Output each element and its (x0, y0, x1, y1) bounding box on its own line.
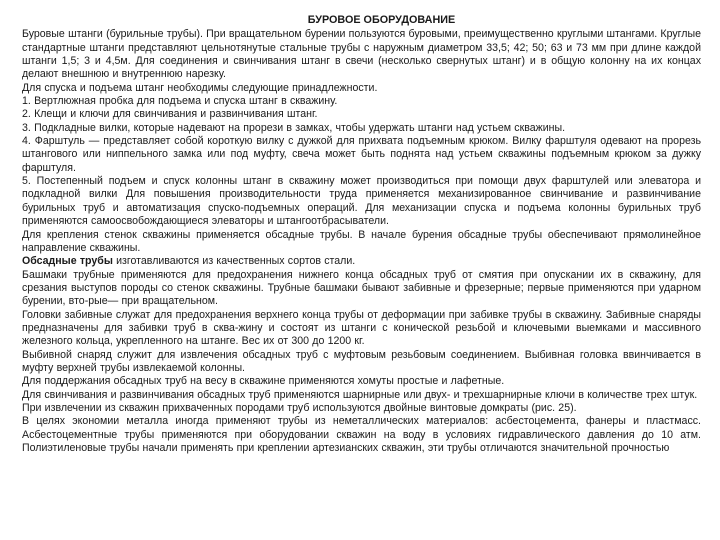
paragraph-drive-heads: Головки забивные служат для предохранения верхнего конца трубы от деформации при забивке трубы в скважину. Забивные снаряды предназначены для забивки труб в сква-жину и состоят из штанги с конической резьбой и ключевыми выемками и массивного железного кольца, укрепленного на штанге. Вес их от 300 до 1200 кг. (22, 308, 701, 348)
list-item-swivel-plug: 1. Вертлюжная пробка для подъема и спуска штанг в скважину. (22, 95, 338, 108)
paragraph-drill-rods: Буровые штанги (бурильные трубы). При вращательном бурении пользуются буровыми, преимущественно круглыми штангами. Круглые стандартные штанги представляют цельнотянутые стальные трубы с наружным диаметром 33,5; 42; 50; 63 и 73 мм при длине каждой штанги 1,5; 3 и 4,5м. Для соединения и свинчивания штанг в свечи (несколько свернутых штанг) и в общую колонну на их концах делают внешнюю и внутреннюю нарезку. (22, 28, 701, 81)
document-title: БУРОВОЕ ОБОРУДОВАНИЕ (307, 14, 456, 26)
list-item-farshtul: 4. Фарштуль — представляет собой короткую вилку с дужкой для прихвата подъемным крюком. Вилку фарштуля одевают на прорезь штангового или ниппельного замка или под муфту, свеча может быть поднята над устьем скважины подъемным крюком за дужку фарштуля. (22, 135, 701, 174)
list-item-support-forks: 3. Подкладные вилки, которые надевают на прорези в замках, чтобы удержать штанги над устьем скважины. (22, 121, 566, 134)
paragraph-clamps: Для поддержания обсадных труб на весу в скважине применяются хомуты простые и лафетные. (22, 375, 505, 388)
paragraph-shoes: Башмаки трубные применяются для предохранения нижнего конца обсадных труб от смятия при опускании их в скважину, для срезания выступов породы со стенок скважины. Трубные башмаки бывают забивные и фрезерные; первые применяются при ударном бурении, вто-рые— при вращательном. (22, 268, 701, 308)
paragraph-jacks: При извлечении из скважин прихваченных породами труб используются двойные винтовые домкраты (рис. 25). (22, 401, 577, 414)
paragraph-accessories-intro: Для спуска и подъема штанг необходимы следующие принадлежности. (22, 81, 378, 94)
casing-bold-lead: Обсадные трубы (22, 255, 113, 268)
paragraph-knockout-tool: Выбивной снаряд служит для извлечения обсадных труб с муфтовым резьбовым соединением. Выбивная головка ввинчивается в муфту верхней трубы извлекаемой колонны. (22, 348, 701, 374)
paragraph-casing-material (22, 255, 701, 268)
paragraph-nonmetal-pipes: В целях экономии металла иногда применяют трубы из неметаллических материалов: асбестоцемента, фанеры и пластмасс. Асбестоцементные трубы применяются при оборудовании скважин на воду в условиях гидравлического давления до 10 атм. Полиэтиленовые трубы начали применять при креплении артезианских скважин, эти трубы отличаются значительной прочностью (22, 415, 701, 454)
casing-rest: изготавливаются из качественных сортов стали. (112, 255, 356, 268)
paragraph-casing-purpose: Для крепления стенок скважины применяется обсадные трубы. В начале бурения обсадные трубы обеспечивают прямолинейное направление скважины. (22, 228, 701, 254)
paragraph-hinged-keys: Для свинчивания и развинчивания обсадных труб применяются шарнирные или двух- и трехшарнирные ключи в количестве трех штук. (22, 388, 698, 401)
list-item-tongs-keys: 2. Клещи и ключи для свинчивания и развинчивания штанг. (22, 108, 318, 121)
list-item-lifting-lowering: 5. Постепенный подъем и спуск колонны штанг в скважину может производиться при помощи двух фарштулей или элеватора и подкладной вилки Для повышения производительности труда применяется механизированное свинчивание и развинчивание бурильных труб и автоматизация спуско-подъемных операций. Для механизации спуска и подъема колонны бурильных труб применяются самоосвобождающиеся элеваторы и штангоотбрасыватели. (22, 175, 701, 228)
